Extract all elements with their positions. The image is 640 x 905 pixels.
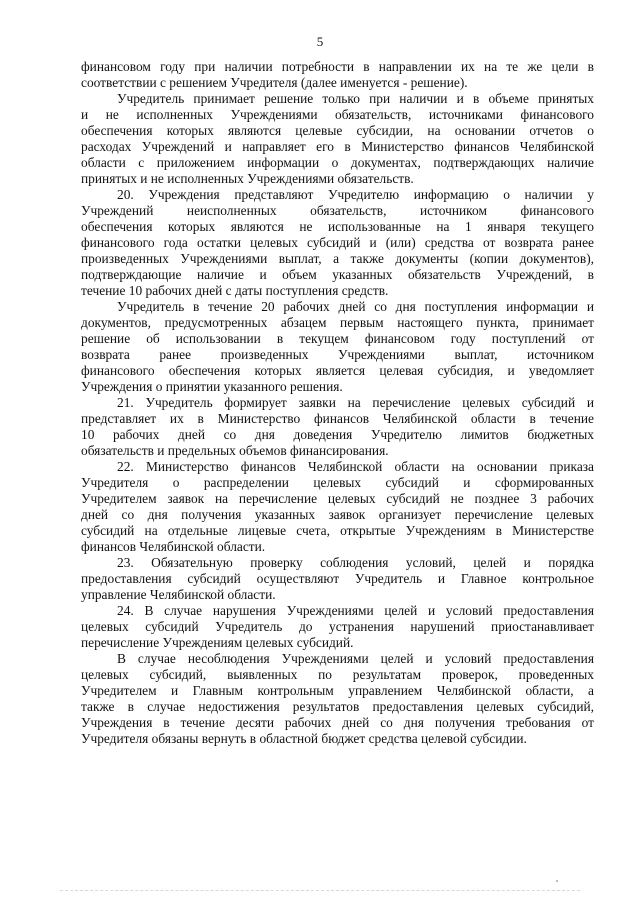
text-line: обязательств и предельных объемов финансирования. <box>81 443 389 458</box>
text-line: целевых субсидий, выявленных по результатам проверок, проведенных <box>81 667 594 682</box>
text-line: подтверждающие наличие и объем указанных обязательств Учреждений, в <box>81 267 594 282</box>
paragraph <box>81 91 594 187</box>
scan-speck <box>556 880 558 882</box>
document-body <box>81 59 594 747</box>
text-line: Учредитель принимает решение только при наличии и в объеме принятых <box>117 91 594 106</box>
text-line: Учредителем заявок на перечисление целевых субсидий не позднее 3 рабочих <box>81 491 594 506</box>
paragraph <box>81 299 594 395</box>
text-line: 23. Обязательную проверку соблюдения условий, целей и порядка <box>117 555 594 570</box>
text-line: управление Челябинской области. <box>81 587 276 602</box>
text-line: финансового обеспечения которых является целевая субсидия, и уведомляет <box>81 363 594 378</box>
text-line: также в случае недостижения результатов предоставления целевых субсидий, <box>81 699 594 714</box>
text-line: Учреждений неисполненных обязательств, источником финансового <box>81 203 594 218</box>
scan-edge-line <box>60 890 580 891</box>
text-line: Учреждения в течение десяти рабочих дней со дня получения требования от <box>81 715 594 730</box>
paragraph <box>81 59 594 91</box>
text-line: Учреждения о принятии указанного решения. <box>81 379 343 394</box>
text-line: финансового года остатки целевых субсидий и (или) средства от возврата ранее <box>81 235 594 250</box>
paragraph <box>81 395 594 459</box>
text-line: возврата ранее произведенных Учреждениями выплат, источником <box>81 347 594 362</box>
text-line: Учредитель в течение 20 рабочих дней со дня поступления информации и <box>117 299 594 314</box>
text-line: течение 10 рабочих дней с даты поступления средств. <box>81 283 389 298</box>
paragraph <box>81 555 594 603</box>
text-line: расходах Учреждений и направляет его в Министерство финансов Челябинской <box>81 139 594 154</box>
paragraph <box>81 187 594 299</box>
text-line: В случае несоблюдения Учреждениями целей и условий предоставления <box>117 651 594 666</box>
text-line: предоставления субсидий осуществляют Учредитель и Главное контрольное <box>81 571 594 586</box>
text-line: перечисление Учреждениям целевых субсидий. <box>81 635 354 650</box>
paragraph <box>81 459 594 555</box>
text-line: обеспечения которых являются целевые субсидии, на основании отчетов о <box>81 123 594 138</box>
text-line: 10 рабочих дней со дня доведения Учредителю лимитов бюджетных <box>81 427 594 442</box>
text-line: 22. Министерство финансов Челябинской области на основании приказа <box>117 459 594 474</box>
text-line: соответствии с решением Учредителя (далее именуется - решение). <box>81 75 468 90</box>
text-line: обеспечения которых являются не использованные на 1 января текущего <box>81 219 594 234</box>
text-line: и не исполненных Учреждениями обязательств, источниками финансового <box>81 107 594 122</box>
text-line: дней со дня получения указанных заявок организует перечисление целевых <box>81 507 594 522</box>
text-line: целевых субсидий Учредитель до устранения нарушений приостанавливает <box>81 619 594 634</box>
text-line: решение об использовании в текущем финансовом году поступлений от <box>81 331 594 346</box>
text-line: Учредителем и Главным контрольным управлением Челябинской области, а <box>81 683 594 698</box>
text-line: 21. Учредитель формирует заявки на перечисление целевых субсидий и <box>117 395 594 410</box>
text-line: Учредителя обязаны вернуть в областной бюджет средства целевой субсидии. <box>81 731 527 746</box>
text-line: субсидий на отдельные лицевые счета, открытые Учреждениям в Министерстве <box>81 523 594 538</box>
text-line: принятых и не исполненных Учреждениями обязательств. <box>81 171 414 186</box>
paragraph <box>81 603 594 651</box>
text-line: финансовом году при наличии потребности в направлении их на те же цели в <box>81 59 594 74</box>
text-line: документов, предусмотренных абзацем первым настоящего пункта, принимает <box>81 315 594 330</box>
text-line: произведенных Учреждениями выплат, а также документы (копии документов), <box>81 251 594 266</box>
page-number: 5 <box>316 34 324 49</box>
text-line: финансов Челябинской области. <box>81 539 266 554</box>
text-line: 24. В случае нарушения Учреждениями целей и условий предоставления <box>117 603 594 618</box>
text-line: представляет их в Министерство финансов Челябинской области в течение <box>81 411 594 426</box>
text-line: Учредителя о распределении целевых субсидий и сформированных <box>81 475 594 490</box>
paragraph <box>81 651 594 747</box>
text-line: 20. Учреждения представляют Учредителю информацию о наличии у <box>117 187 594 202</box>
text-line: области с приложением информации о документах, подтверждающих наличие <box>81 155 594 170</box>
